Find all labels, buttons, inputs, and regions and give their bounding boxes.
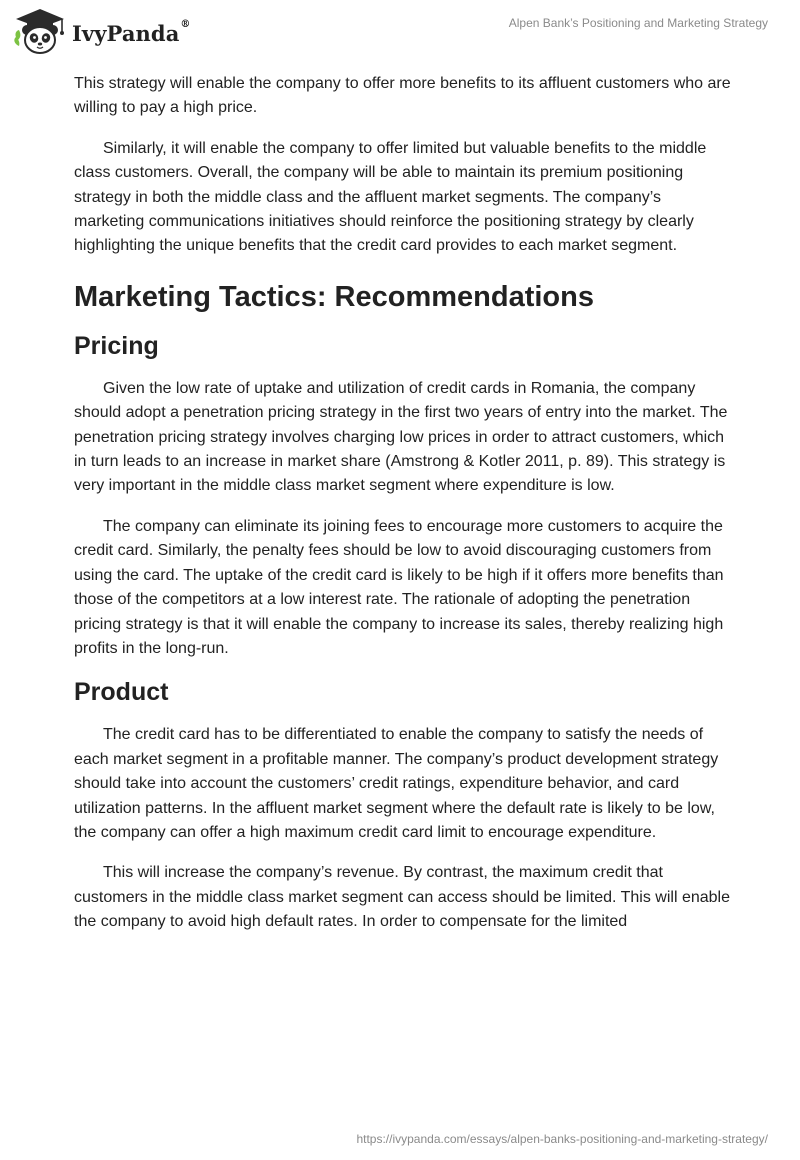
paragraph: Given the low rate of uptake and utilization of credit cards in Romania, the company should adopt a penetration pricing strategy in the first two years of entry into the market. The penetration pricing strategy involves charging low prices in order to attract customers, which in turn leads to an increase in market share (Amstrong & Kotler 2011, p. 89). This strategy is very important in the middle class market segment where expenditure is low.: [74, 379, 728, 495]
paragraph: The company can eliminate its joining fees to encourage more customers to acquire the credit card. Similarly, the penalty fees should be low to avoid discouraging customers from using the card. The uptake of the credit card is likely to be high if it offers more benefits than those of the competitors at a low interest rate. The rationale of adopting the penetration pricing strategy is that it will enable the company to increase its sales, thereby realizing high profits in the long-run.: [74, 517, 724, 657]
section-heading: Marketing Tactics: Recommendations: [74, 280, 594, 313]
panda-graduate-icon: [12, 6, 68, 58]
essay-body: [74, 72, 734, 951]
subsection-heading-product: Product: [74, 678, 169, 707]
paragraph: This will increase the company’s revenue. By contrast, the maximum credit that customers in the middle class market segment can access should be limited. This will enable the company to avoid high default rates. In order to compensate for the limited: [74, 864, 730, 931]
logo-wordmark: IvyPanda: [72, 20, 180, 46]
logo-text: [72, 18, 191, 46]
footer-url[interactable]: https://ivypanda.com/essays/alpen-banks-positioning-and-marketing-strategy/: [356, 1132, 768, 1146]
subsection-heading-pricing: Pricing: [74, 331, 159, 360]
paragraph: This strategy will enable the company to offer more benefits to its affluent customers who are willing to pay a high price.: [74, 75, 731, 117]
running-title: Alpen Bank’s Positioning and Marketing Strategy: [508, 16, 768, 30]
page-header: [0, 0, 800, 64]
paragraph: Similarly, it will enable the company to offer limited but valuable benefits to the middle class customers. Overall, the company will be able to maintain its premium positioning strategy in both the middle class and the affluent market segments. The company’s marketing communications initiatives should reinforce the positioning strategy by clearly highlighting the unique benefits that the credit card provides to each market segment.: [74, 139, 707, 255]
registered-mark: ®: [180, 18, 191, 30]
paragraph: The credit card has to be differentiated to enable the company to satisfy the needs of each market segment in a profitable manner. The company’s product development strategy should take into account the customers’ credit ratings, expenditure behavior, and card utilization patterns. In the affluent market segment where the default rate is likely to be low, the company can offer a high maximum credit card limit to encourage expenditure.: [74, 726, 719, 841]
ivypanda-logo[interactable]: [12, 6, 191, 58]
